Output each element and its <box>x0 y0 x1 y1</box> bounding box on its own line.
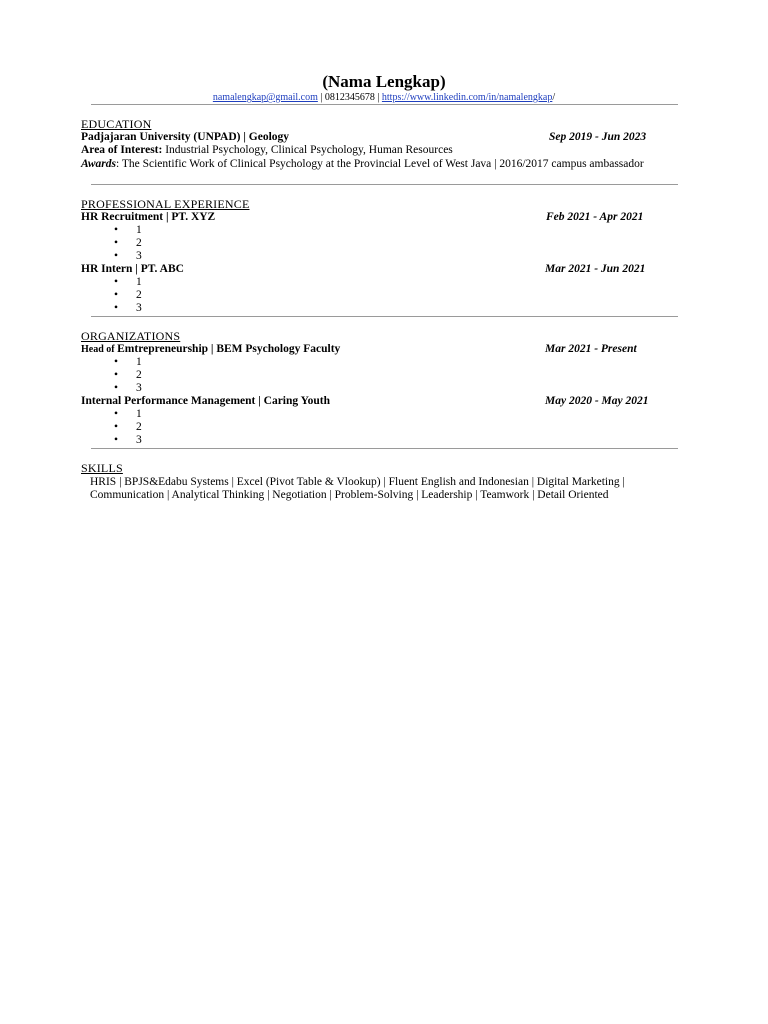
list-item <box>114 302 142 315</box>
skills-text: HRIS | BPJS&Edabu Systems | Excel (Pivot Table & Vlookup) | Fluent English and Indonesian | Digital Marketing | Communication | Analytical Thinking | Negotiation | Problem-Solving | Leadership | Teamwork | Detail Oriented <box>90 476 625 501</box>
bullet-text: 1 <box>136 408 142 420</box>
list-item <box>114 369 142 382</box>
bullet-icon: • <box>114 302 119 314</box>
awards-label: Awards <box>81 158 116 170</box>
list-item <box>114 421 142 434</box>
bullet-icon: • <box>114 289 119 301</box>
job-date: Feb 2021 - Apr 2021 <box>546 211 644 223</box>
org-title <box>81 343 340 356</box>
skills-heading: SKILLS <box>81 461 123 475</box>
bullet-text: 3 <box>136 434 142 446</box>
bullet-icon: • <box>114 250 119 262</box>
bullet-text: 1 <box>136 224 142 236</box>
bullet-icon: • <box>114 369 119 381</box>
interest-value: Industrial Psychology, Clinical Psychology, Human Resources <box>162 144 453 156</box>
bullet-icon: • <box>114 408 119 420</box>
bullet-text: 1 <box>136 356 142 368</box>
bullet-text: 1 <box>136 276 142 288</box>
experience-heading: PROFESSIONAL EXPERIENCE <box>81 197 250 211</box>
full-name: (Nama Lengkap) <box>322 72 446 91</box>
awards-value: : The Scientific Work of Clinical Psychology at the Provincial Level of West Java | 2016/2017 campus ambassador <box>115 158 644 170</box>
bullet-text: 2 <box>136 421 142 433</box>
bullet-icon: • <box>114 276 119 288</box>
phone-number: 0812345678 <box>324 92 375 103</box>
org-title <box>81 395 330 408</box>
divider <box>91 104 678 105</box>
area-of-interest <box>81 144 453 157</box>
divider <box>91 316 678 317</box>
list-item <box>114 434 142 447</box>
bullet-icon: • <box>114 382 119 394</box>
bullet-text: 3 <box>136 302 142 314</box>
org-date: May 2020 - May 2021 <box>545 395 649 407</box>
organizations-heading: ORGANIZATIONS <box>81 329 181 343</box>
education-school: Padjajaran University (UNPAD) | Geology <box>81 131 290 143</box>
job-date: Mar 2021 - Jun 2021 <box>545 263 646 275</box>
org-name: Internal Performance Management | Caring Youth <box>81 395 330 407</box>
bullet-text: 2 <box>136 369 142 381</box>
list-item <box>114 276 142 289</box>
divider <box>91 184 678 185</box>
bullet-text: 3 <box>136 250 142 262</box>
list-item <box>114 250 142 263</box>
bullet-icon: • <box>114 434 119 446</box>
bullet-icon: • <box>114 237 119 249</box>
contact-separator: | <box>374 92 382 103</box>
contact-line <box>0 92 768 104</box>
list-item <box>114 382 142 395</box>
email-link[interactable]: namalengkap@gmail.com <box>212 92 318 103</box>
linkedin-trailing-slash: / <box>552 92 556 103</box>
list-item <box>114 289 142 302</box>
contact-separator: | <box>317 92 325 103</box>
list-item <box>114 356 142 369</box>
bullet-icon: • <box>114 224 119 236</box>
bullet-text: 2 <box>136 289 142 301</box>
divider <box>91 448 678 449</box>
education-heading: EDUCATION <box>81 117 152 131</box>
job-title: HR Intern | PT. ABC <box>81 263 184 275</box>
interest-label: Area of Interest: <box>81 144 163 156</box>
list-item <box>114 408 142 421</box>
org-date: Mar 2021 - Present <box>545 343 637 355</box>
bullet-text: 3 <box>136 382 142 394</box>
list-item <box>114 237 142 250</box>
education-date: Sep 2019 - Jun 2023 <box>549 131 647 143</box>
org-name: Emtrepreneurship | BEM Psychology Faculty <box>117 343 341 355</box>
bullet-icon: • <box>114 356 119 368</box>
org-prefix: Head of <box>81 344 118 355</box>
bullet-icon: • <box>114 421 119 433</box>
bullet-text: 2 <box>136 237 142 249</box>
linkedin-link[interactable]: https://www.linkedin.com/in/namalengkap <box>381 92 553 103</box>
job-title: HR Recruitment | PT. XYZ <box>81 211 216 223</box>
list-item <box>114 224 142 237</box>
awards <box>81 158 686 171</box>
